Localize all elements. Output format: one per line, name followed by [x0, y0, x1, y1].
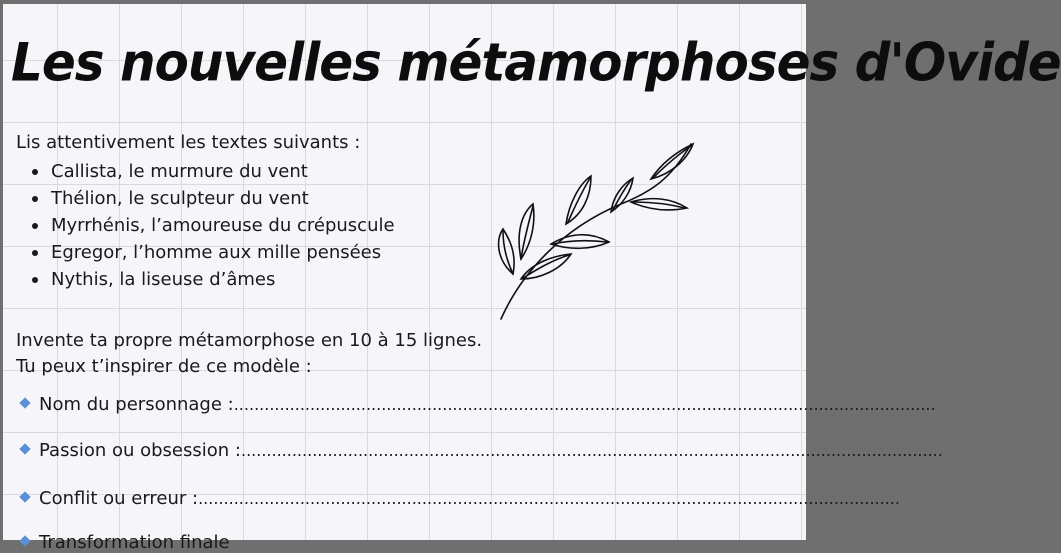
diamond-bullet-icon [19, 397, 30, 408]
field-label: Conflit ou erreur : [39, 488, 199, 509]
field-label: Passion ou obsession : [39, 440, 241, 461]
field-label: Transformation finale [39, 532, 230, 553]
page-title: Les nouvelles métamorphoses d'Ovide [11, 32, 1061, 93]
fill-in-line: .......................................................................................................................................... [198, 489, 900, 508]
list-item: Egregor, l’homme aux mille pensées [31, 239, 395, 266]
list-item: Callista, le murmure du vent [31, 158, 395, 185]
field-label: Nom du personnage : [39, 394, 234, 415]
list-item: Thélion, le sculpteur du vent [31, 185, 395, 212]
list-item: Nythis, la liseuse d’âmes [31, 266, 395, 293]
worksheet-page [3, 4, 1061, 553]
field-conflict [21, 488, 900, 509]
diamond-bullet-icon [19, 535, 30, 546]
intro-text: Lis attentivement les textes suivants : [16, 132, 361, 153]
instruction-line-2: Tu peux t’inspirer de ce modèle : [16, 356, 312, 377]
diamond-bullet-icon [19, 491, 30, 502]
list-item: Myrrhénis, l’amoureuse du crépuscule [31, 212, 395, 239]
olive-branch-icon [491, 134, 701, 324]
fill-in-line: .......................................................................................................................................... [240, 441, 943, 460]
field-transformation [21, 532, 230, 553]
fill-in-line: .......................................................................................................................................... [233, 395, 936, 414]
field-name [21, 394, 936, 415]
texts-list [31, 158, 395, 293]
diamond-bullet-icon [19, 443, 30, 454]
instruction-line-1: Invente ta propre métamorphose en 10 à 15 lignes. [16, 330, 483, 351]
field-passion [21, 440, 943, 461]
